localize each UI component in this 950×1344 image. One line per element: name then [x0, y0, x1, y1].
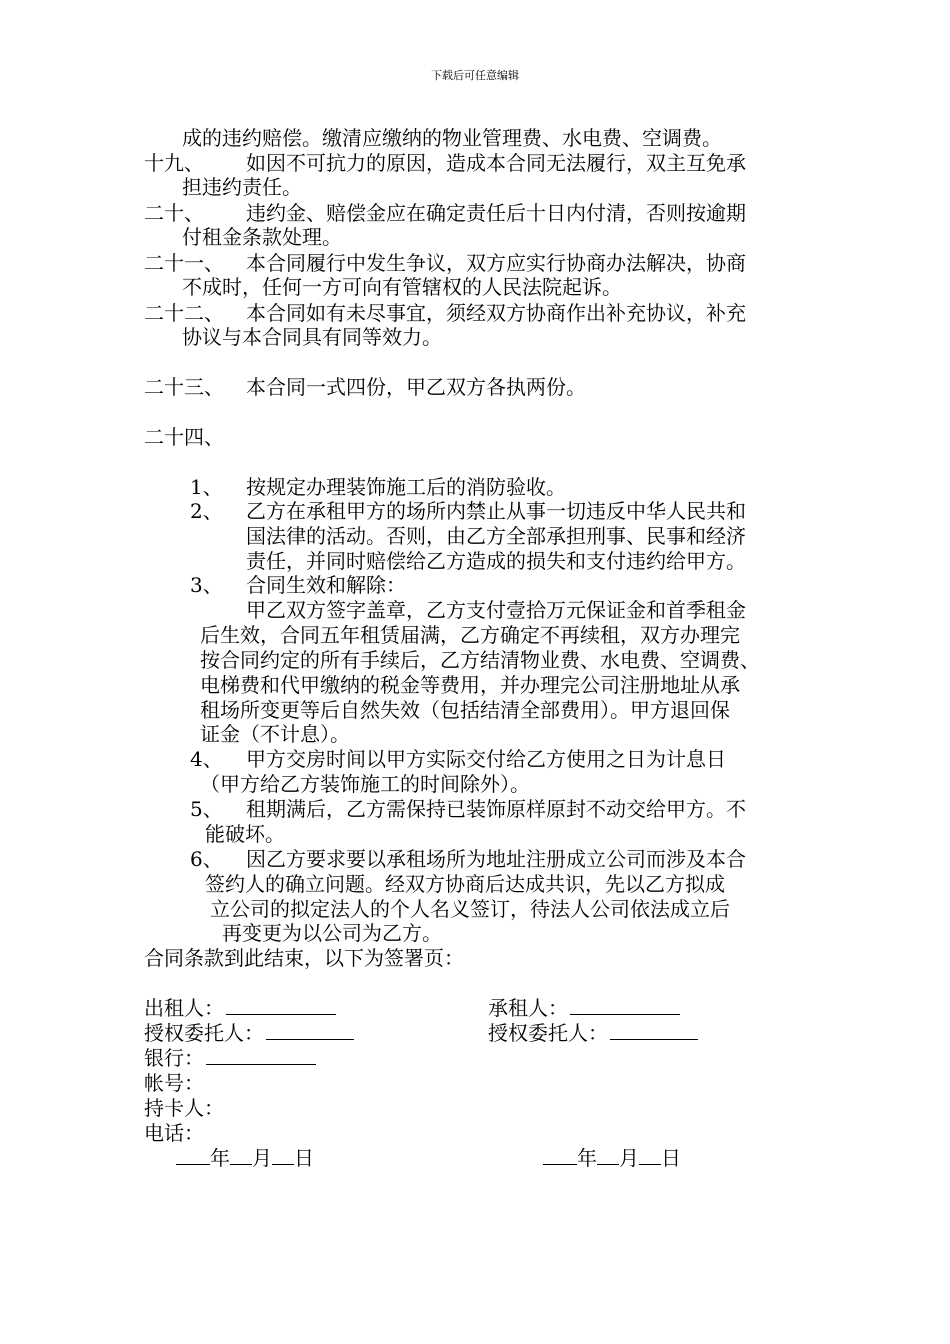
date-right-month-blank[interactable]: [597, 1146, 619, 1165]
authorized-agent-left-field: [144, 1020, 354, 1046]
item-4-line2: （甲方给乙方装饰施工的时间除外）。: [200, 772, 530, 796]
item-6-line4: 再变更为以公司为乙方。: [222, 921, 442, 945]
authorized-agent-left-label: 授权委托人：: [144, 1021, 264, 1045]
account-label: 帐号：: [144, 1071, 204, 1095]
cardholder-label: 持卡人：: [144, 1096, 224, 1120]
bank-blank[interactable]: [206, 1046, 316, 1065]
clause-23-number: 二十三、: [144, 375, 224, 399]
bank-label: 银行：: [144, 1046, 204, 1070]
clause-19-line1: 如因不可抗力的原因，造成本合同无法履行，双主互免承: [246, 151, 746, 175]
item-6-line2: 签约人的确立问题。经双方协商后达成共识，先以乙方拟成: [205, 872, 725, 896]
date-right: [543, 1145, 681, 1171]
authorized-agent-right-field: [488, 1020, 698, 1046]
clause-21-line1: 本合同履行中发生争议，双方应实行协商办法解决，协商: [246, 251, 746, 275]
clause-19-number: 十九、: [144, 151, 204, 175]
clause-20-number: 二十、: [144, 201, 204, 225]
clause-21-number: 二十一、: [144, 251, 224, 275]
clause-19-line2: 担违约责任。: [182, 175, 302, 199]
date-right-day: 日: [661, 1146, 681, 1170]
date-left-year: 年: [210, 1146, 230, 1170]
item-2-number: 2、: [190, 499, 223, 523]
lessee-blank[interactable]: [570, 996, 680, 1015]
item-2-line2: 国法律的活动。否则，由乙方全部承担刑事、民事和经济: [246, 524, 746, 548]
clause-20-line2: 付租金条款处理。: [182, 225, 342, 249]
lessee-field: [488, 995, 680, 1021]
item-3-number: 3、: [190, 573, 223, 597]
clause-22-number: 二十二、: [144, 301, 224, 325]
item-3-line1: 合同生效和解除：: [246, 573, 406, 597]
date-right-year: 年: [577, 1146, 597, 1170]
item-6-number: 6、: [190, 847, 223, 871]
phone-label: 电话：: [144, 1121, 204, 1145]
lessor-field: [144, 995, 336, 1021]
lessor-label: 出租人：: [144, 996, 224, 1020]
clause-20-line1: 违约金、赔偿金应在确定责任后十日内付清，否则按逾期: [246, 201, 746, 225]
authorized-agent-left-blank[interactable]: [266, 1021, 354, 1040]
item-6-line1: 因乙方要求要以承租场所为地址注册成立公司而涉及本合: [246, 847, 746, 871]
date-left: [176, 1145, 314, 1171]
item-1-line1: 按规定办理装饰施工后的消防验收。: [246, 475, 566, 499]
terms-end-line: 合同条款到此结束，以下为签署页：: [144, 946, 464, 970]
item-3-line6: 租场所变更等后自然失效（包括结清全部费用）。甲方退回保: [200, 698, 730, 722]
date-left-month: 月: [252, 1146, 272, 1170]
date-left-day-blank[interactable]: [272, 1146, 294, 1165]
item-3-line3: 后生效，合同五年租赁届满，乙方确定不再续租，双方办理完: [200, 623, 740, 647]
item-2-line3: 责任，并同时赔偿给乙方造成的损失和支付违约给甲方。: [246, 549, 746, 573]
item-2-line1: 乙方在承租甲方的场所内禁止从事一切违反中华人民共和: [246, 499, 746, 523]
item-3-line2: 甲乙双方签字盖章，乙方支付壹拾万元保证金和首季租金: [246, 598, 746, 622]
date-left-year-blank[interactable]: [176, 1146, 210, 1165]
item-5-line1: 租期满后，乙方需保持已装饰原样原封不动交给甲方。不: [246, 797, 746, 821]
page-header: 下载后可任意编辑: [431, 69, 519, 82]
clause-22-line2: 协议与本合同具有同等效力。: [182, 325, 442, 349]
date-left-day: 日: [294, 1146, 314, 1170]
authorized-agent-right-label: 授权委托人：: [488, 1021, 608, 1045]
clause-continuation: 成的违约赔偿。缴清应缴纳的物业管理费、水电费、空调费。: [182, 126, 722, 150]
item-5-number: 5、: [190, 797, 223, 821]
item-4-number: 4、: [190, 747, 223, 771]
lessor-blank[interactable]: [226, 996, 336, 1015]
authorized-agent-right-blank[interactable]: [610, 1021, 698, 1040]
bank-field: [144, 1045, 316, 1071]
date-left-month-blank[interactable]: [230, 1146, 252, 1165]
date-right-day-blank[interactable]: [639, 1146, 661, 1165]
date-right-year-blank[interactable]: [543, 1146, 577, 1165]
item-6-line3: 立公司的拟定法人的个人名义签订，待法人公司依法成立后: [210, 897, 730, 921]
item-3-line5: 电梯费和代甲缴纳的税金等费用，并办理完公司注册地址从承: [200, 673, 740, 697]
clause-22-line1: 本合同如有未尽事宜，须经双方协商作出补充协议，补充: [246, 301, 746, 325]
clause-24-number: 二十四、: [144, 425, 224, 449]
item-3-line7: 证金（不计息）。: [200, 722, 350, 746]
item-4-line1: 甲方交房时间以甲方实际交付给乙方使用之日为计息日: [246, 747, 726, 771]
item-1-number: 1、: [190, 475, 223, 499]
item-3-line4: 按合同约定的所有手续后，乙方结清物业费、水电费、空调费、: [200, 648, 760, 672]
lessee-label: 承租人：: [488, 996, 568, 1020]
item-5-line2: 能破坏。: [205, 822, 285, 846]
clause-23-line1: 本合同一式四份，甲乙双方各执两份。: [246, 375, 586, 399]
date-right-month: 月: [619, 1146, 639, 1170]
clause-21-line2: 不成时，任何一方可向有管辖权的人民法院起诉。: [182, 275, 622, 299]
